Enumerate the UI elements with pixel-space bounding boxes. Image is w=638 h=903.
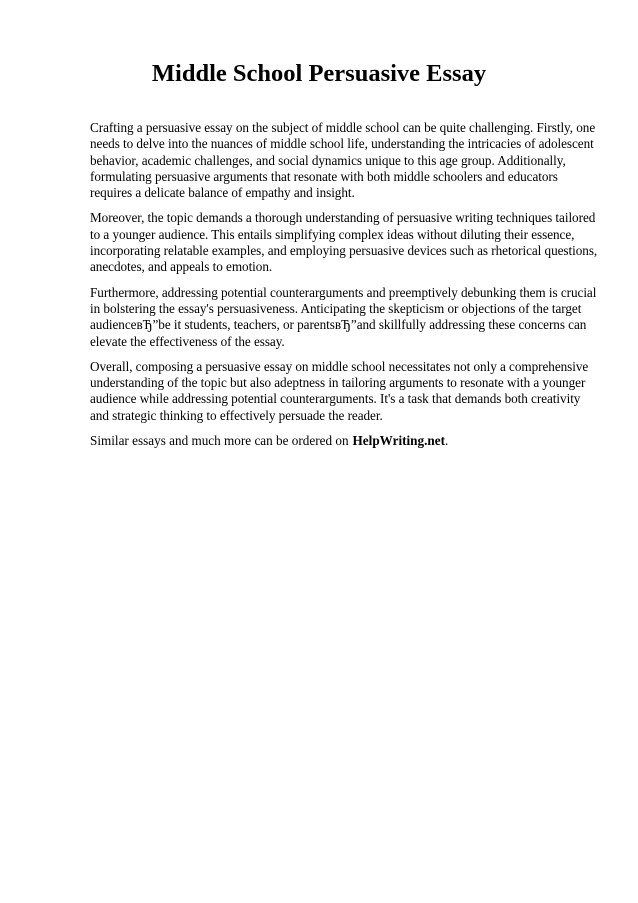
paragraph-3: Furthermore, addressing potential counterarguments and preemptively debunking them is crucial in bolstering the essay's persuasiveness. Anticipating the skepticism or objections of the target audienceвЂ”be it students, teachers, or parentsвЂ”and skillfully addressing these concerns can elevate the effectiveness of the essay.: [90, 284, 597, 349]
document-body: [90, 120, 600, 449]
brand-link[interactable]: HelpWriting.net: [352, 433, 445, 449]
footer-line: [90, 433, 600, 449]
document-title: Middle School Persuasive Essay: [151, 60, 487, 87]
paragraph-1: Crafting a persuasive essay on the subject of middle school can be quite challenging. Firstly, one needs to delve into the nuances of middle school life, understanding the intricacies of adolescent behavior, academic challenges, and social dynamics unique to this age group. Additionally, formulating persuasive arguments that resonate with both middle schoolers and educators requires a delicate balance of empathy and insight.: [90, 120, 596, 201]
footer-suffix: .: [444, 433, 449, 449]
paragraph-4: Overall, composing a persuasive essay on middle school necessitates not only a comprehensive understanding of the topic but also adeptness in tailoring arguments to resonate with a younger audience while addressing potential counterarguments. It's a task that demands both creativity and strategic thinking to effectively persuade the reader.: [90, 358, 589, 423]
paragraph-2: Moreover, the topic demands a thorough understanding of persuasive writing techniques tailored to a younger audience. This entails simplifying complex ideas without diluting their essence, incorporating relatable examples, and employing persuasive devices such as rhetorical questions, anecdotes, and appeals to emotion.: [90, 210, 598, 275]
footer-prefix: Similar essays and much more can be ordered on: [90, 433, 349, 449]
